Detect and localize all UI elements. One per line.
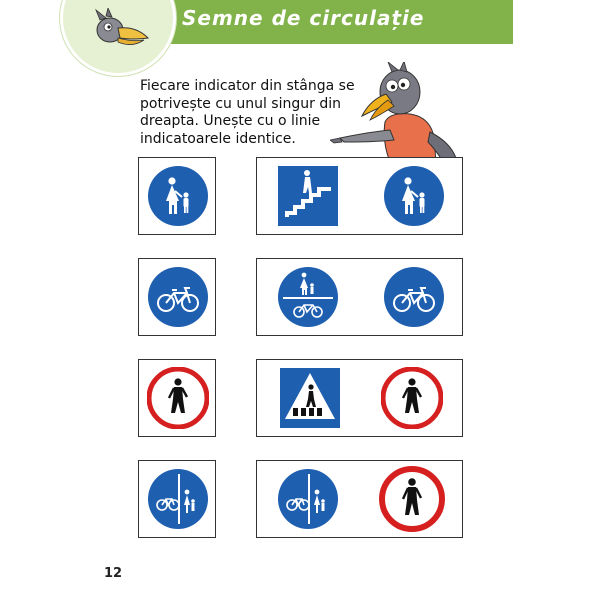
left-sign-box[interactable]	[138, 157, 216, 235]
bicycle-blue-sign-icon	[383, 266, 445, 328]
bird-head-icon	[92, 8, 152, 58]
underpass-stairs-sign-icon	[277, 165, 339, 227]
page-number: 12	[104, 566, 123, 581]
instruction-line: Fiecare indicator din stânga se	[140, 78, 355, 94]
instruction-line: dreapta. Unește cu o linie	[140, 113, 321, 129]
no-pedestrians-sign-icon	[381, 367, 443, 429]
pedestrian-child-blue-sign-icon	[383, 165, 445, 227]
instruction-line: indicatoarele identice.	[140, 130, 296, 147]
left-sign-box[interactable]	[138, 359, 216, 437]
page-title: Semne de circulație	[182, 6, 425, 30]
shared-path-sign-icon	[277, 266, 339, 328]
right-sign-box[interactable]	[256, 258, 463, 336]
instructions-text	[140, 78, 355, 148]
bike-and-pedestrian-split-sign-icon	[147, 468, 209, 530]
right-sign-box[interactable]	[256, 157, 463, 235]
bicycle-blue-sign-icon	[147, 266, 209, 328]
left-sign-box[interactable]	[138, 460, 216, 538]
bird-pointing-icon	[330, 62, 460, 162]
left-sign-box[interactable]	[138, 258, 216, 336]
right-sign-box[interactable]	[256, 359, 463, 437]
right-sign-box[interactable]	[256, 460, 463, 538]
no-pedestrians-sign-icon	[147, 367, 209, 429]
pedestrian-crossing-sign-icon	[279, 367, 341, 429]
instruction-line: potrivește cu unul singur din	[140, 95, 341, 112]
no-pedestrians-sign-icon	[379, 466, 445, 532]
pedestrian-child-blue-sign-icon	[147, 165, 209, 227]
bike-and-pedestrian-split-sign-icon	[277, 468, 339, 530]
